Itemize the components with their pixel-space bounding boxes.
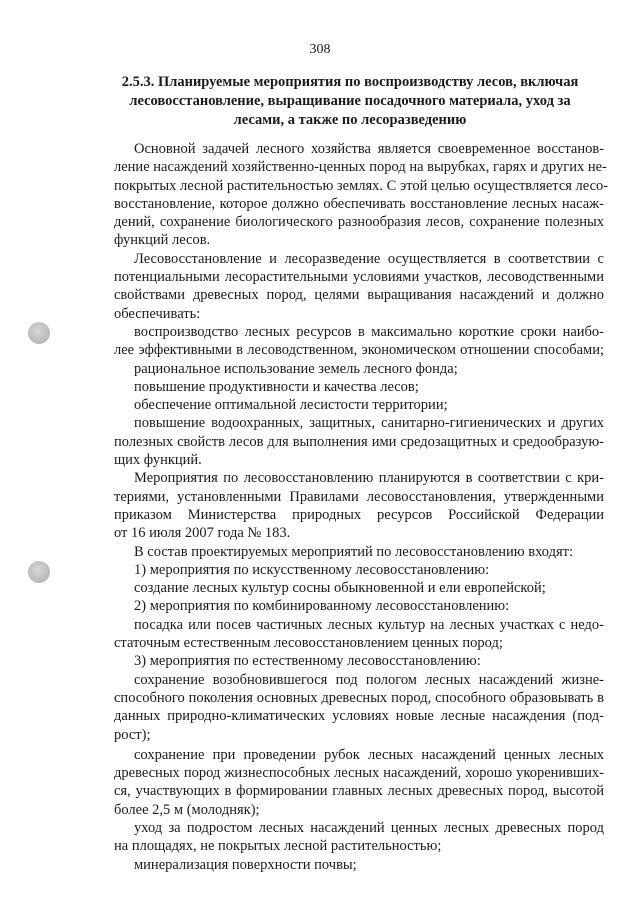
- text-line: создание лесных культур сосны обыкновенной и ели европейской;: [134, 580, 546, 597]
- text-line: 3) мероприятия по естественному лесовосстановлению:: [134, 653, 481, 670]
- page-number: 308: [309, 42, 331, 57]
- text-line: статочным естественным лесовосстановлением ценных пород;: [114, 635, 503, 652]
- section-heading: [100, 73, 600, 130]
- text-line: щих функций.: [114, 452, 202, 469]
- text-line: В состав проектируемых мероприятий по лесовосстановлению входят:: [134, 543, 574, 560]
- text-line: более 2,5 м (молодняк);: [114, 801, 260, 818]
- text-line: покрытых лесной растительностью землях. С этой целью осуществляется лесо-: [114, 177, 609, 194]
- text-line: на площадях, не покрытых лесной растительностью;: [114, 838, 442, 855]
- text-line: древесных пород жизнеспособных лесных насаждений, хорошо укоренивших-: [114, 765, 604, 782]
- heading-line: 2.5.3. Планируемые мероприятия по воспроизводству лесов, включая: [121, 74, 579, 90]
- text-line: рост);: [114, 726, 151, 743]
- text-line: восстановление, которое должно обеспечивать восстановление лесных насаж-: [114, 195, 604, 212]
- text-line: способного поколения основных древесных пород, способного образовывать в: [114, 689, 604, 706]
- text-line: ся, участвующих в формировании главных лесных древесных пород, высотой: [114, 783, 604, 800]
- heading-line: лесами, а также по лесоразведению: [233, 112, 467, 128]
- text-line: 2) мероприятия по комбинированному лесовосстановлению:: [134, 598, 510, 615]
- text-line: функций лесов.: [114, 232, 211, 249]
- text-line: 1) мероприятия по искусственному лесовосстановлению:: [134, 561, 490, 578]
- text-line: посадка или посев частичных лесных культур на лесных участках с недо-: [134, 616, 604, 633]
- text-line: повышение продуктивности и качества лесов;: [134, 378, 419, 395]
- text-line: данных природно-климатических условиях новые лесные насаждения (под-: [114, 708, 604, 725]
- punch-hole-bottom: [28, 561, 50, 583]
- text-line: обеспечение оптимальной лесистости территории;: [134, 397, 448, 414]
- text-line: приказом Министерства природных ресурсов Российской Федерации: [114, 506, 604, 523]
- text-line: Лесовосстановление и лесоразведение осуществляется в соответствии с: [134, 250, 604, 267]
- text-line: потенциальными лесорастительными условиями участков, лесоводственными: [114, 269, 604, 286]
- text-line: от 16 июля 2007 года № 183.: [114, 525, 291, 542]
- text-line: уход за подростом лесных насаждений ценных лесных древесных пород: [134, 819, 604, 836]
- text-line: дений, сохранение биологического разнообразия лесов, сохранение полезных: [114, 214, 604, 231]
- text-line: свойствами древесных пород, целями выращивания насаждений и должно: [114, 287, 604, 304]
- text-line: повышение водоохранных, защитных, санитарно-гигиенических и других: [134, 415, 604, 432]
- text-line: Мероприятия по лесовосстановлению планируются в соответствии с кри-: [134, 470, 604, 487]
- heading-line: лесовосстановление, выращивание посадочного материала, уход за: [129, 93, 571, 109]
- text-line: рациональное использование земель лесного фонда;: [134, 360, 458, 377]
- body-text: [114, 140, 609, 874]
- text-line: ление насаждений хозяйственно-ценных пород на вырубках, гарях и других не-: [114, 159, 607, 176]
- text-line: полезных свойств лесов для выполнения ими средозащитных и средообразую-: [114, 433, 604, 450]
- text-line: минерализация поверхности почвы;: [134, 856, 357, 873]
- text-line: териями, установленными Правилами лесовосстановления, утвержденными: [114, 488, 604, 505]
- text-line: лее эффективными в лесоводственном, экономическом отношении способами;: [114, 342, 604, 359]
- text-line: воспроизводство лесных ресурсов в максимально короткие сроки наибо-: [134, 323, 604, 340]
- text-line: сохранение возобновившегося под пологом лесных насаждений жизне-: [134, 671, 604, 688]
- text-line: Основной задачей лесного хозяйства является своевременное восстанов-: [134, 141, 604, 157]
- punch-hole-top: [28, 322, 50, 344]
- text-line: обеспечивать:: [114, 305, 201, 322]
- text-line: сохранение при проведении рубок лесных насаждений ценных лесных: [134, 746, 604, 763]
